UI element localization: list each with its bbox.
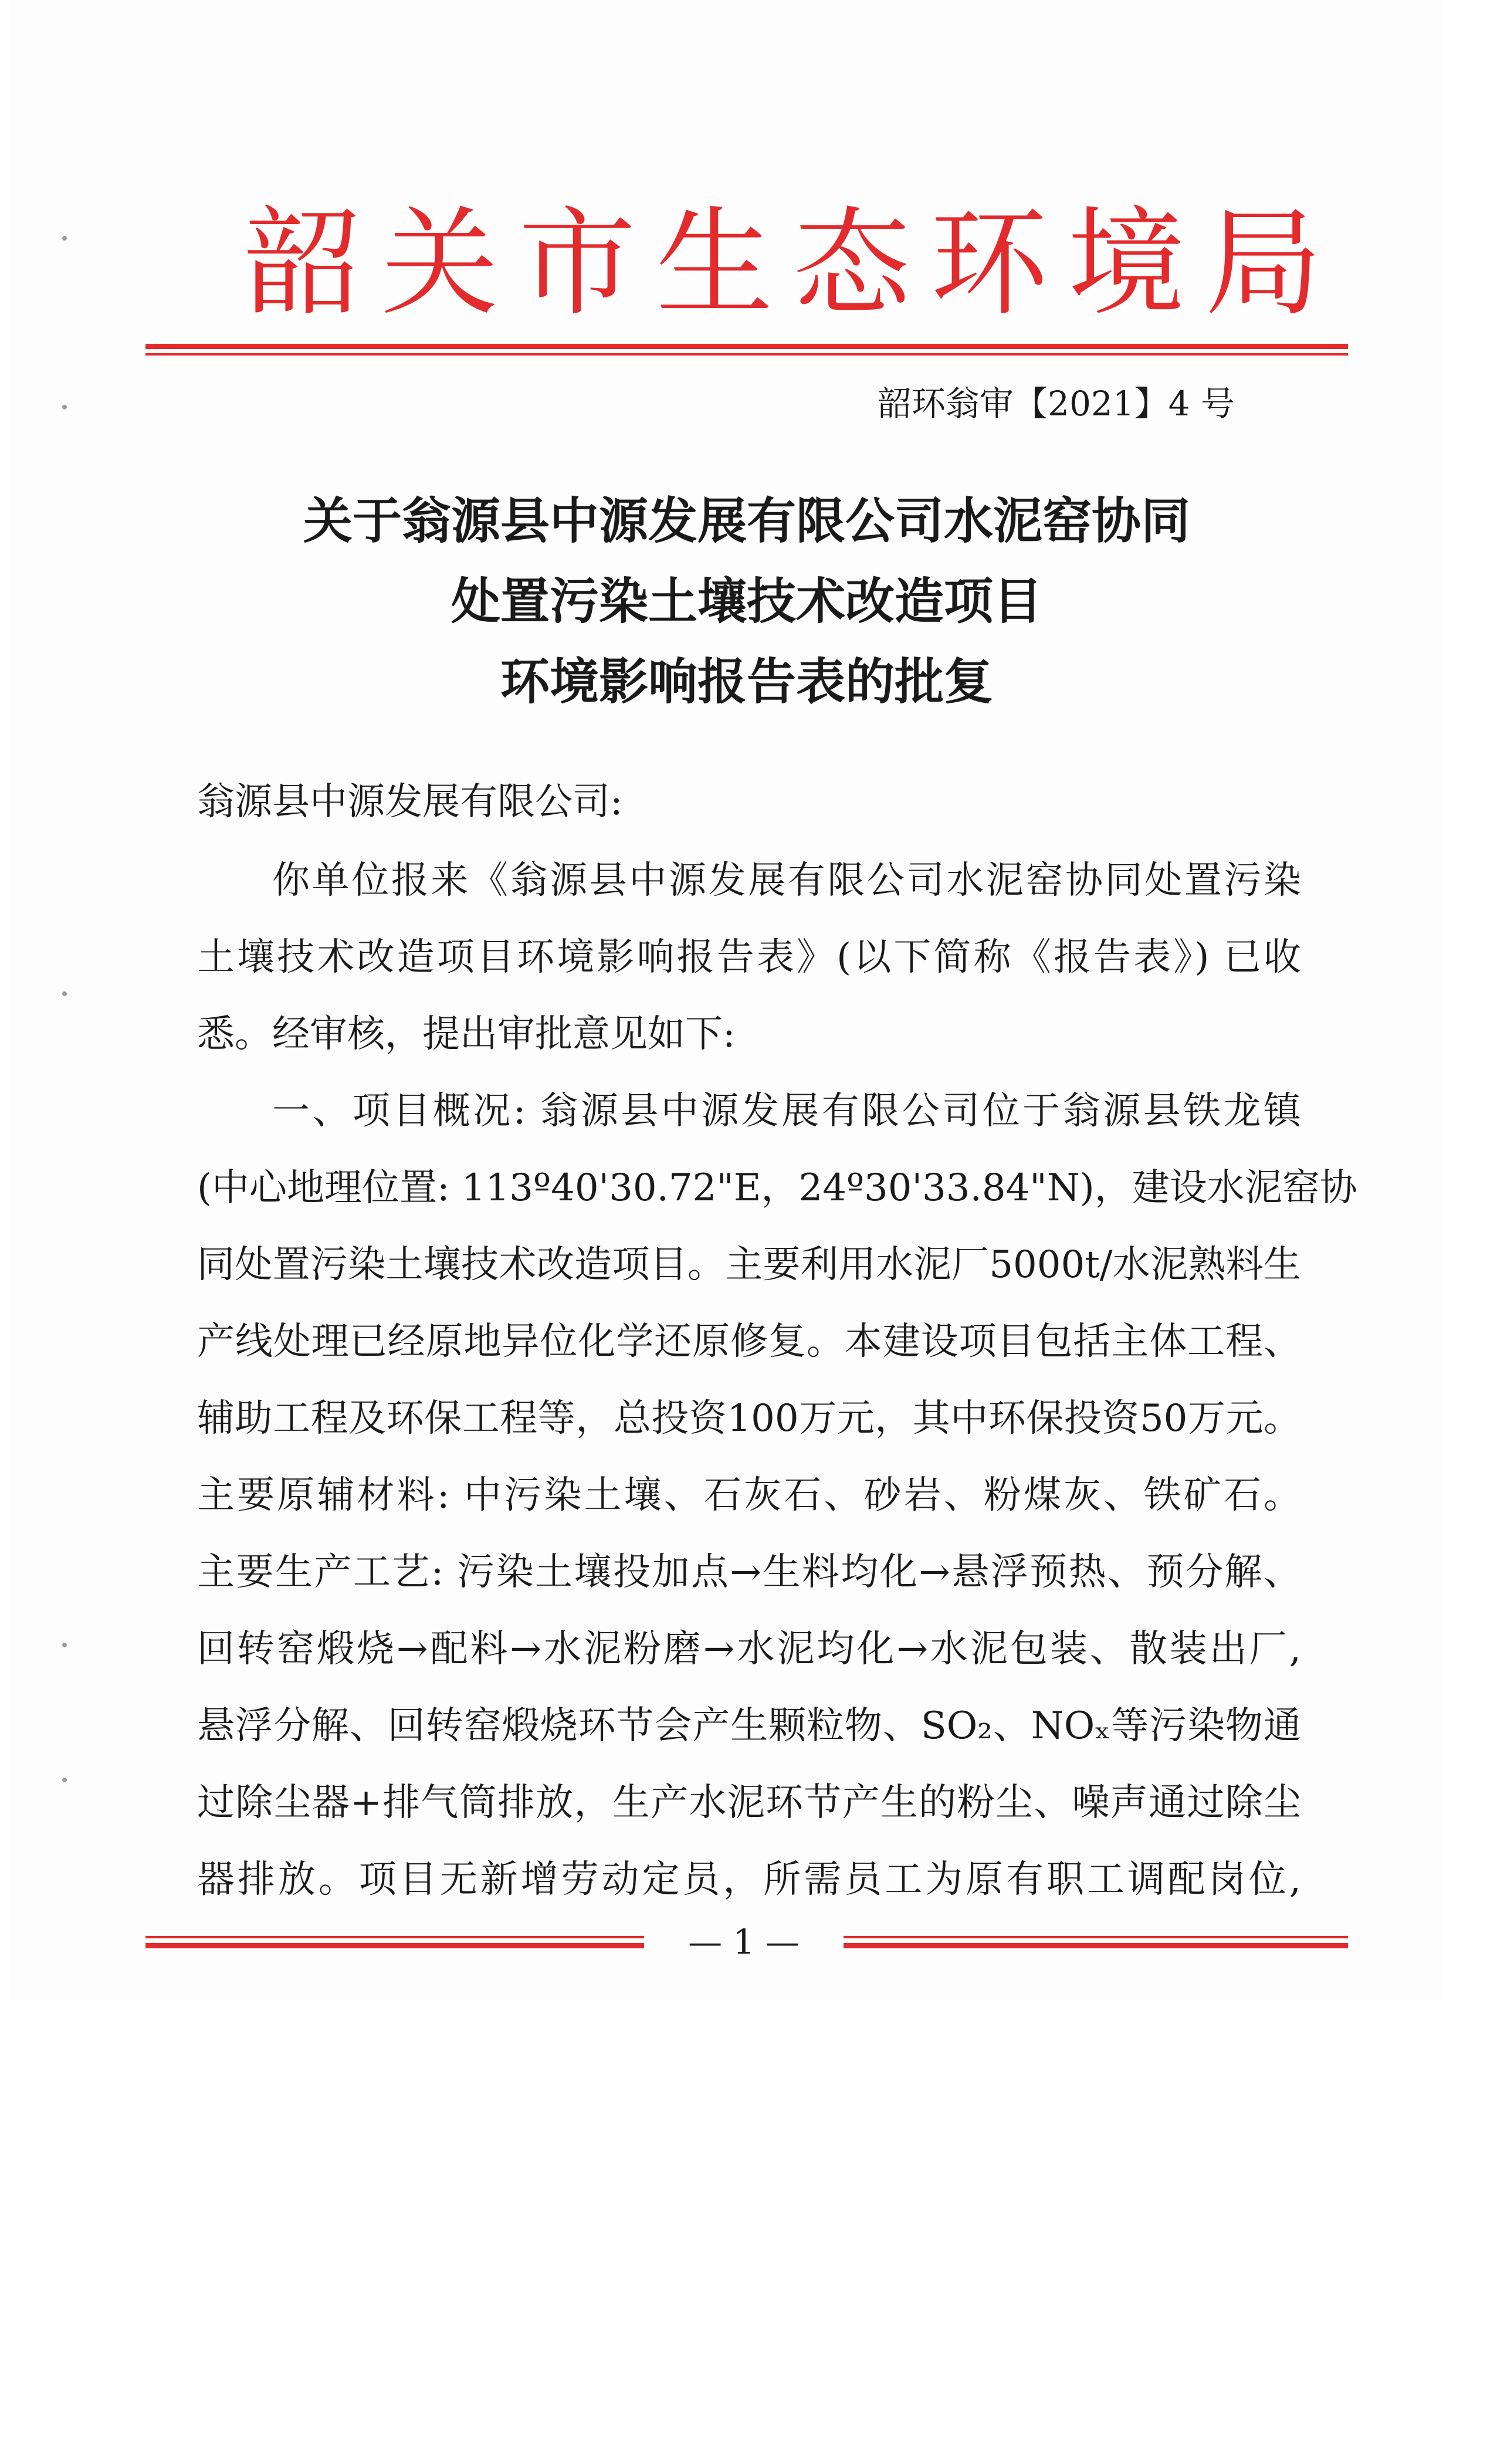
- body-line: 主要生产工艺: 污染土壤投加点→生料均化→悬浮预热、预分解、: [197, 1551, 1301, 1594]
- document-number: 韶环翁审【2021】4 号: [878, 384, 1235, 424]
- scan-speck: [62, 405, 67, 409]
- title-line-1: 关于翁源县中源发展有限公司水泥窑协同: [303, 492, 1190, 550]
- header-red-rule-bottom: [145, 353, 1348, 356]
- body-line: 同处置污染土壤技术改造项目。主要利用水泥厂5000t/水泥熟料生: [197, 1243, 1301, 1287]
- recipient: 翁源县中源发展有限公司:: [197, 780, 623, 824]
- agency-letterhead: 韶关市生态环境局: [244, 195, 1343, 332]
- body-line: 过除尘器+排气筒排放，生产水泥环节产生的粉尘、噪声通过除尘: [197, 1781, 1301, 1825]
- body-line: 土壤技术改造项目环境影响报告表》(以下简称《报告表》) 已收: [197, 936, 1301, 979]
- document-page: [11, 0, 1443, 2001]
- page-number: — 1 —: [644, 1925, 844, 1958]
- title-line-2: 处置污染土壤技术改造项目: [451, 572, 1042, 630]
- scan-speck: [62, 236, 67, 241]
- body-line: 一、项目概况: 翁源县中源发展有限公司位于翁源县铁龙镇: [272, 1089, 1301, 1133]
- header-red-rule-top: [145, 344, 1348, 349]
- scan-speck: [62, 1778, 67, 1782]
- body-line: 悉。经审核，提出审批意见如下:: [197, 1013, 736, 1056]
- body-line: 主要原辅材料: 中污染土壤、石灰石、砂岩、粉煤灰、铁矿石。: [197, 1474, 1301, 1517]
- scan-speck: [62, 991, 67, 996]
- body-line: 你单位报来《翁源县中源发展有限公司水泥窑协同处置污染: [272, 859, 1301, 902]
- body-line: 器排放。项目无新增劳动定员，所需员工为原有职工调配岗位,: [197, 1858, 1301, 1901]
- scan-speck: [62, 1643, 67, 1647]
- body-line: (中心地理位置: 113º40'30.72"E，24º30'33.84"N)，建设水泥窑协: [197, 1166, 1357, 1210]
- body-line: 产线处理已经原地异位化学还原修复。本建设项目包括主体工程、: [197, 1320, 1301, 1363]
- body-line: 悬浮分解、回转窑煅烧环节会产生颗粒物、SO₂、NOₓ等污染物通: [197, 1704, 1301, 1748]
- title-line-3: 环境影响报告表的批复: [500, 652, 993, 710]
- body-line: 回转窑煅烧→配料→水泥粉磨→水泥均化→水泥包装、散装出厂,: [197, 1627, 1301, 1671]
- body-line: 辅助工程及环保工程等，总投资100万元，其中环保投资50万元。: [197, 1397, 1301, 1440]
